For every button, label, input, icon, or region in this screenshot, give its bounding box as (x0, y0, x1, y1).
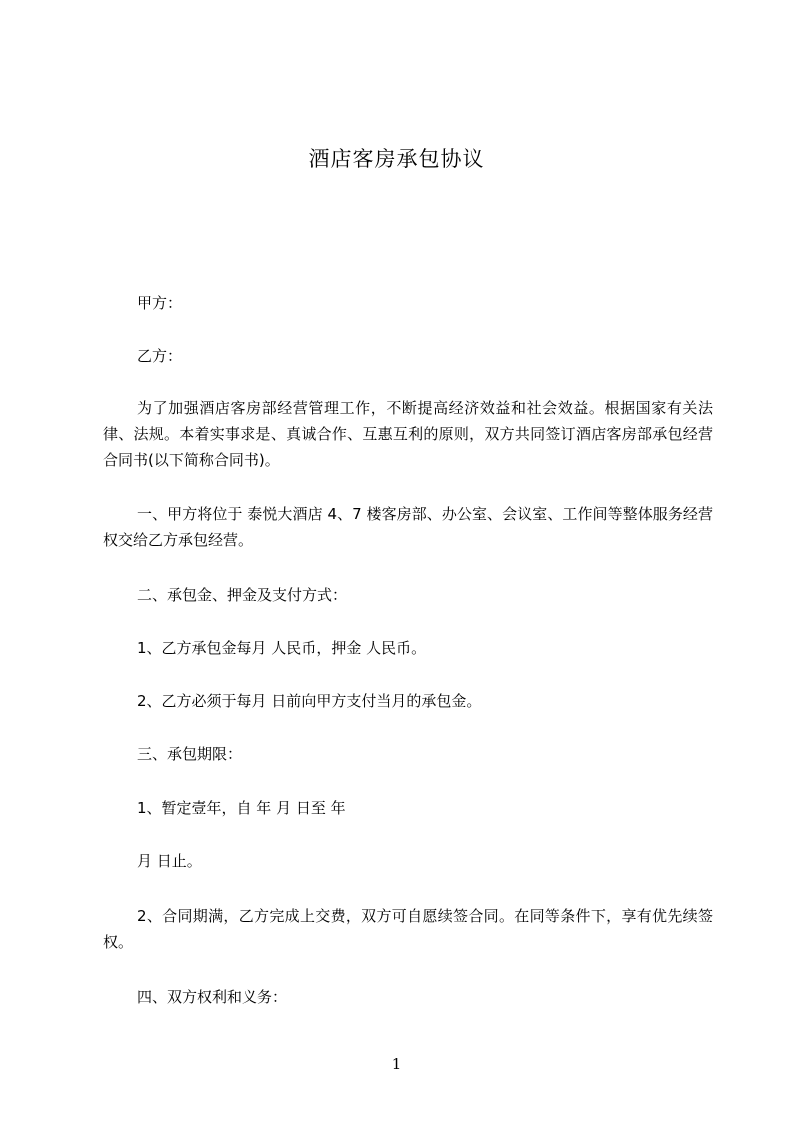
intro-paragraph: 为了加强酒店客房部经营管理工作，不断提高经济效益和社会效益。根据国家有关法律、法规。本着实事求是、真诚合作、互惠互利的原则，双方共同签订酒店客房部承包经营合同书(以下简称合同书)。 (103, 399, 713, 469)
document-title: 酒店客房承包协议 (308, 147, 485, 171)
clause-2-item-2: 2、乙方必须于每月 日前向甲方支付当月的承包金。 (137, 692, 482, 710)
clause-1-paragraph: 一、甲方将位于 泰悦大酒店 4、7 楼客房部、办公室、会议室、工作间等整体服务经营权交给乙方承包经营。 (103, 505, 713, 549)
clause-2-item-1: 1、乙方承包金每月 人民币，押金 人民币。 (137, 639, 427, 657)
page-number: 1 (391, 1055, 402, 1073)
clause-3-item-1-end: 月 日止。 (137, 852, 202, 870)
party-a-label: 甲方： (137, 294, 183, 312)
clause-3-item-1-start: 1、暂定壹年，自 年 月 日至 年 (137, 799, 346, 817)
clause-3-item-2: 2、合同期满，乙方完成上交费，双方可自愿续签合同。在同等条件下，享有优先续签权。 (103, 907, 713, 951)
party-b-label: 乙方： (137, 347, 183, 365)
clause-2-heading: 二、承包金、押金及支付方式： (137, 586, 348, 604)
clause-4-heading: 四、双方权利和义务： (137, 988, 288, 1006)
clause-3-heading: 三、承包期限： (137, 745, 243, 763)
